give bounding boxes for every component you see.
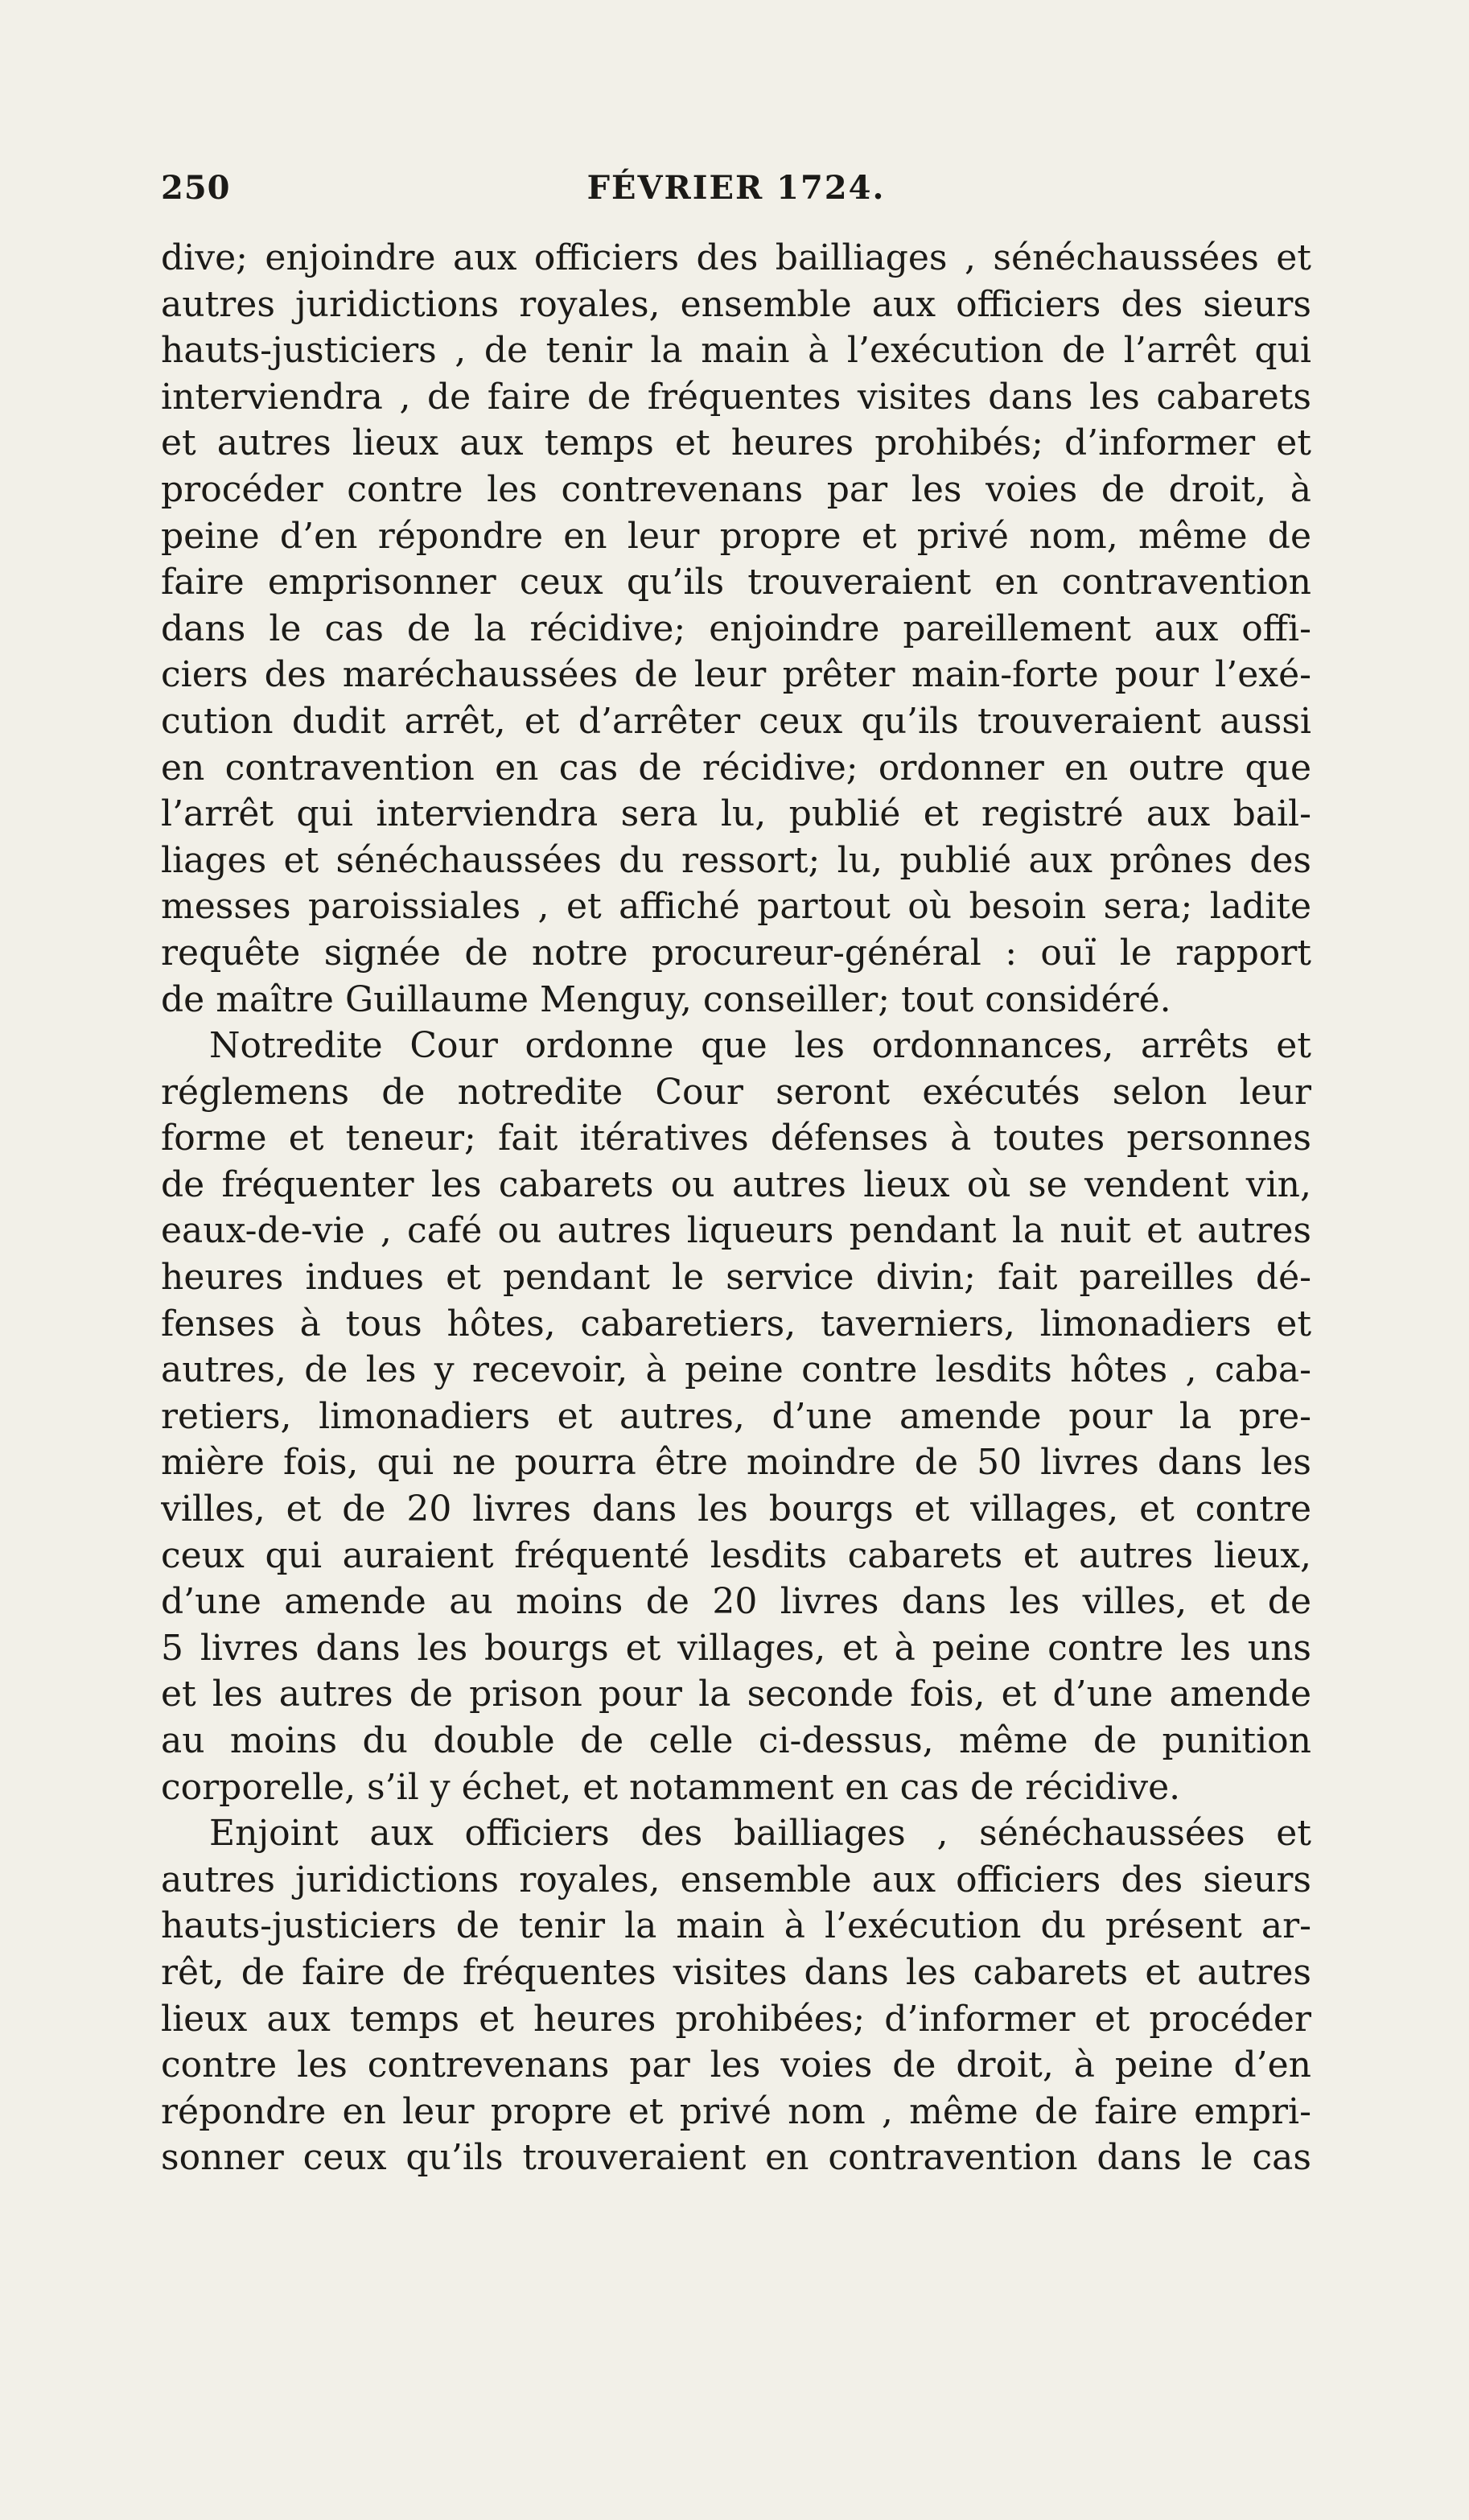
text-line: villes, et de 20 livres dans les bourgs et villages, et contre xyxy=(161,1489,1311,1530)
text-line: fenses à tous hôtes, cabaretiers, taverniers, limonadiers et xyxy=(161,1303,1311,1344)
text-line: messes paroissiales , et affiché partout où besoin sera; ladite xyxy=(161,886,1311,928)
text-line: autres juridictions royales, ensemble aux officiers des sieurs xyxy=(161,1859,1311,1900)
text-line: au moins du double de celle ci-dessus, même de punition xyxy=(161,1720,1311,1761)
running-head: FÉVRIER 1724. xyxy=(586,169,886,207)
page-header xyxy=(161,169,1311,225)
text-line: faire emprisonner ceux qu’ils trouveraient en contravention xyxy=(161,562,1311,603)
text-line: ceux qui auraient fréquenté lesdits cabarets et autres lieux, xyxy=(161,1534,1311,1576)
text-line: d’une amende au moins de 20 livres dans les villes, et de xyxy=(161,1581,1311,1623)
text-line: liages et sénéchaussées du ressort; lu, publié aux prônes des xyxy=(161,839,1311,881)
paragraph-start-line: Enjoint aux officiers des bailliages , sénéchaussées et xyxy=(209,1813,1311,1855)
text-line: de maître Guillaume Menguy, conseiller; tout considéré. xyxy=(161,978,1171,1020)
text-line: cution dudit arrêt, et d’arrêter ceux qu’ils trouveraient aussi xyxy=(161,700,1311,742)
text-line: et les autres de prison pour la seconde fois, et d’une amende xyxy=(161,1674,1311,1715)
text-line: autres, de les y recevoir, à peine contre lesdits hôtes , caba- xyxy=(161,1349,1311,1391)
text-line: lieux aux temps et heures prohibées; d’informer et procéder xyxy=(161,1998,1311,2040)
text-line: dans le cas de la récidive; enjoindre pareillement aux offi- xyxy=(161,607,1311,649)
text-line: hauts-justiciers de tenir la main à l’exécution du présent ar- xyxy=(161,1905,1311,1947)
text-line: procéder contre les contrevenans par les voies de droit, à xyxy=(161,468,1311,510)
text-line: sonner ceux qu’ils trouveraient en contravention dans le cas xyxy=(161,2137,1311,2179)
text-line: interviendra , de faire de fréquentes visites dans les cabarets xyxy=(161,376,1311,418)
text-line: eaux-de-vie , café ou autres liqueurs pendant la nuit et autres xyxy=(161,1210,1311,1252)
text-line: dive; enjoindre aux officiers des bailliages , sénéchaussées et xyxy=(161,237,1311,278)
text-line: contre les contrevenans par les voies de droit, à peine d’en xyxy=(161,2044,1311,2086)
text-line: 5 livres dans les bourgs et villages, et à peine contre les uns xyxy=(161,1627,1311,1669)
text-line: peine d’en répondre en leur propre et privé nom, même de xyxy=(161,515,1311,557)
text-line: retiers, limonadiers et autres, d’une amende pour la pre- xyxy=(161,1395,1311,1437)
body-text xyxy=(161,235,1311,2181)
text-line: et autres lieux aux temps et heures prohibés; d’informer et xyxy=(161,422,1311,464)
text-line: corporelle, s’il y échet, et notamment en cas de récidive. xyxy=(161,1766,1181,1808)
text-line: ciers des maréchaussées de leur prêter main-forte pour l’exé- xyxy=(161,654,1311,696)
text-line: requête signée de notre procureur-général : ouï le rapport xyxy=(161,932,1311,974)
text-line: l’arrêt qui interviendra sera lu, publié et registré aux bail- xyxy=(161,793,1311,835)
text-line: autres juridictions royales, ensemble aux officiers des sieurs xyxy=(161,283,1311,325)
paragraph-start-line: Notredite Cour ordonne que les ordonnances, arrêts et xyxy=(209,1025,1311,1067)
text-line: de fréquenter les cabarets ou autres lieux où se vendent vin, xyxy=(161,1163,1311,1205)
text-line: rêt, de faire de fréquentes visites dans les cabarets et autres xyxy=(161,1951,1311,1993)
text-line: en contravention en cas de récidive; ordonner en outre que xyxy=(161,747,1311,789)
page-number: 250 xyxy=(161,169,231,207)
text-line: répondre en leur propre et privé nom , même de faire empri- xyxy=(161,2090,1311,2132)
text-line: forme et teneur; fait itératives défenses à toutes personnes xyxy=(161,1118,1311,1159)
text-line: réglemens de notredite Cour seront exécutés selon leur xyxy=(161,1071,1311,1113)
text-line: hauts-justiciers , de tenir la main à l’exécution de l’arrêt qui xyxy=(161,330,1311,372)
text-line: mière fois, qui ne pourra être moindre de 50 livres dans les xyxy=(161,1442,1311,1484)
text-line: heures indues et pendant le service divin; fait pareilles dé- xyxy=(161,1257,1311,1299)
